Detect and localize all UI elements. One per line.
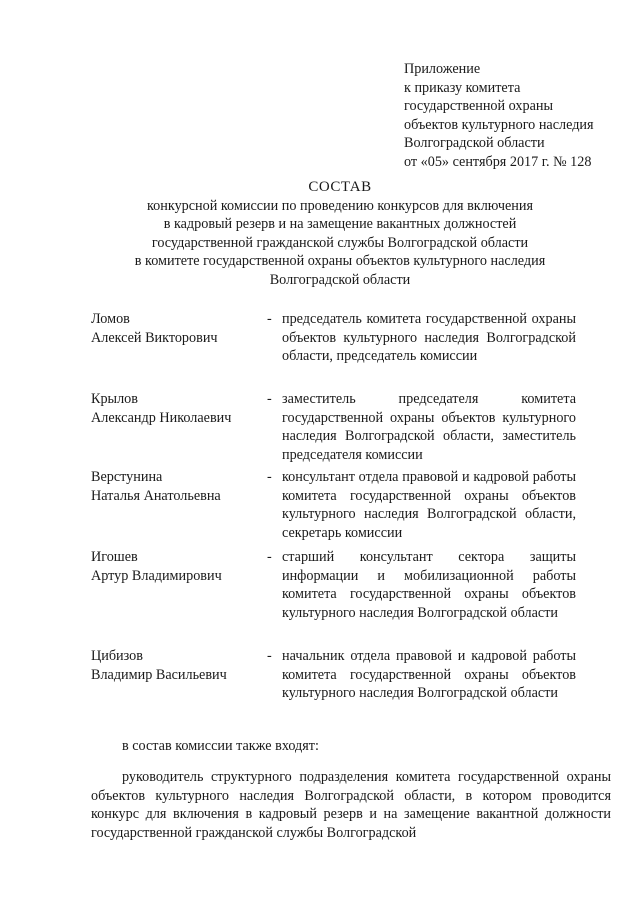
member-surname: Игошев — [91, 549, 138, 565]
member-given-name: Владимир Васильевич — [91, 666, 227, 683]
member-surname: Цибизов — [91, 648, 143, 664]
appendix-line: к приказу комитета — [404, 79, 521, 96]
member-name — [91, 548, 261, 585]
member-dash: - — [267, 391, 272, 407]
document-subtitle — [60, 197, 620, 290]
member-name — [91, 647, 261, 684]
appendix-header — [404, 60, 634, 172]
appendix-line: от «05» сентября 2017 г. № 128 — [404, 153, 592, 170]
member-role: консультант отдела правовой и кадровой работы комитета государственной охраны объектов культурного наследия Волгоградской области, секретарь комиссии — [282, 469, 576, 541]
member-dash: - — [267, 648, 272, 664]
subtitle-line: в кадровый резерв и на замещение вакантных должностей — [163, 216, 517, 233]
member-role: начальник отдела правовой и кадровой работы комитета государственной охраны объектов культурного наследия Волгоградской области — [282, 648, 576, 702]
member-surname: Верстунина — [91, 469, 163, 485]
member-dash: - — [267, 469, 272, 485]
subtitle-line: государственной гражданской службы Волгоградской области — [151, 234, 529, 251]
also-included-heading: в состав комиссии также входят: — [122, 738, 319, 754]
subtitle-line: в комитете государственной охраны объектов культурного наследия — [134, 253, 546, 270]
member-name — [91, 310, 261, 347]
appendix-line: Волгоградской области — [404, 135, 545, 152]
member-surname: Ломов — [91, 311, 130, 327]
appendix-line: Приложение — [404, 61, 481, 77]
member-role: заместитель председателя комитета государственной охраны объектов культурного наследия Волгоградской области, заместитель председателя комиссии — [282, 391, 576, 463]
member-surname: Крылов — [91, 391, 138, 407]
member-name — [91, 390, 261, 427]
appendix-line: объектов культурного наследия — [404, 116, 594, 133]
member-role: старший консультант сектора защиты информации и мобилизационной работы комитета государственной охраны объектов культурного наследия Волгоградской области — [282, 549, 576, 621]
member-name — [91, 468, 261, 505]
appendix-line: государственной охраны — [404, 98, 554, 115]
member-given-name: Наталья Анатольевна — [91, 487, 221, 504]
member-given-name: Артур Владимирович — [91, 567, 222, 584]
member-given-name: Алексей Викторович — [91, 329, 218, 346]
body-paragraph: руководитель структурного подразделения комитета государственной охраны объектов культурного наследия Волгоградской области, в котором проводится конкурс для включения в кадровый резерв и на замещение вакантной должности государственной гражданской службы Волгоградской — [91, 769, 611, 841]
member-dash: - — [267, 311, 272, 327]
member-given-name: Александр Николаевич — [91, 409, 232, 426]
document-title-block — [60, 178, 620, 290]
subtitle-line: Волгоградской области — [269, 271, 411, 288]
member-role: председатель комитета государственной охраны объектов культурного наследия Волгоградской области, председатель комиссии — [282, 311, 576, 365]
document-title: СОСТАВ — [308, 179, 372, 195]
subtitle-line: конкурсной комиссии по проведению конкурсов для включения — [147, 197, 533, 214]
member-dash: - — [267, 549, 272, 565]
